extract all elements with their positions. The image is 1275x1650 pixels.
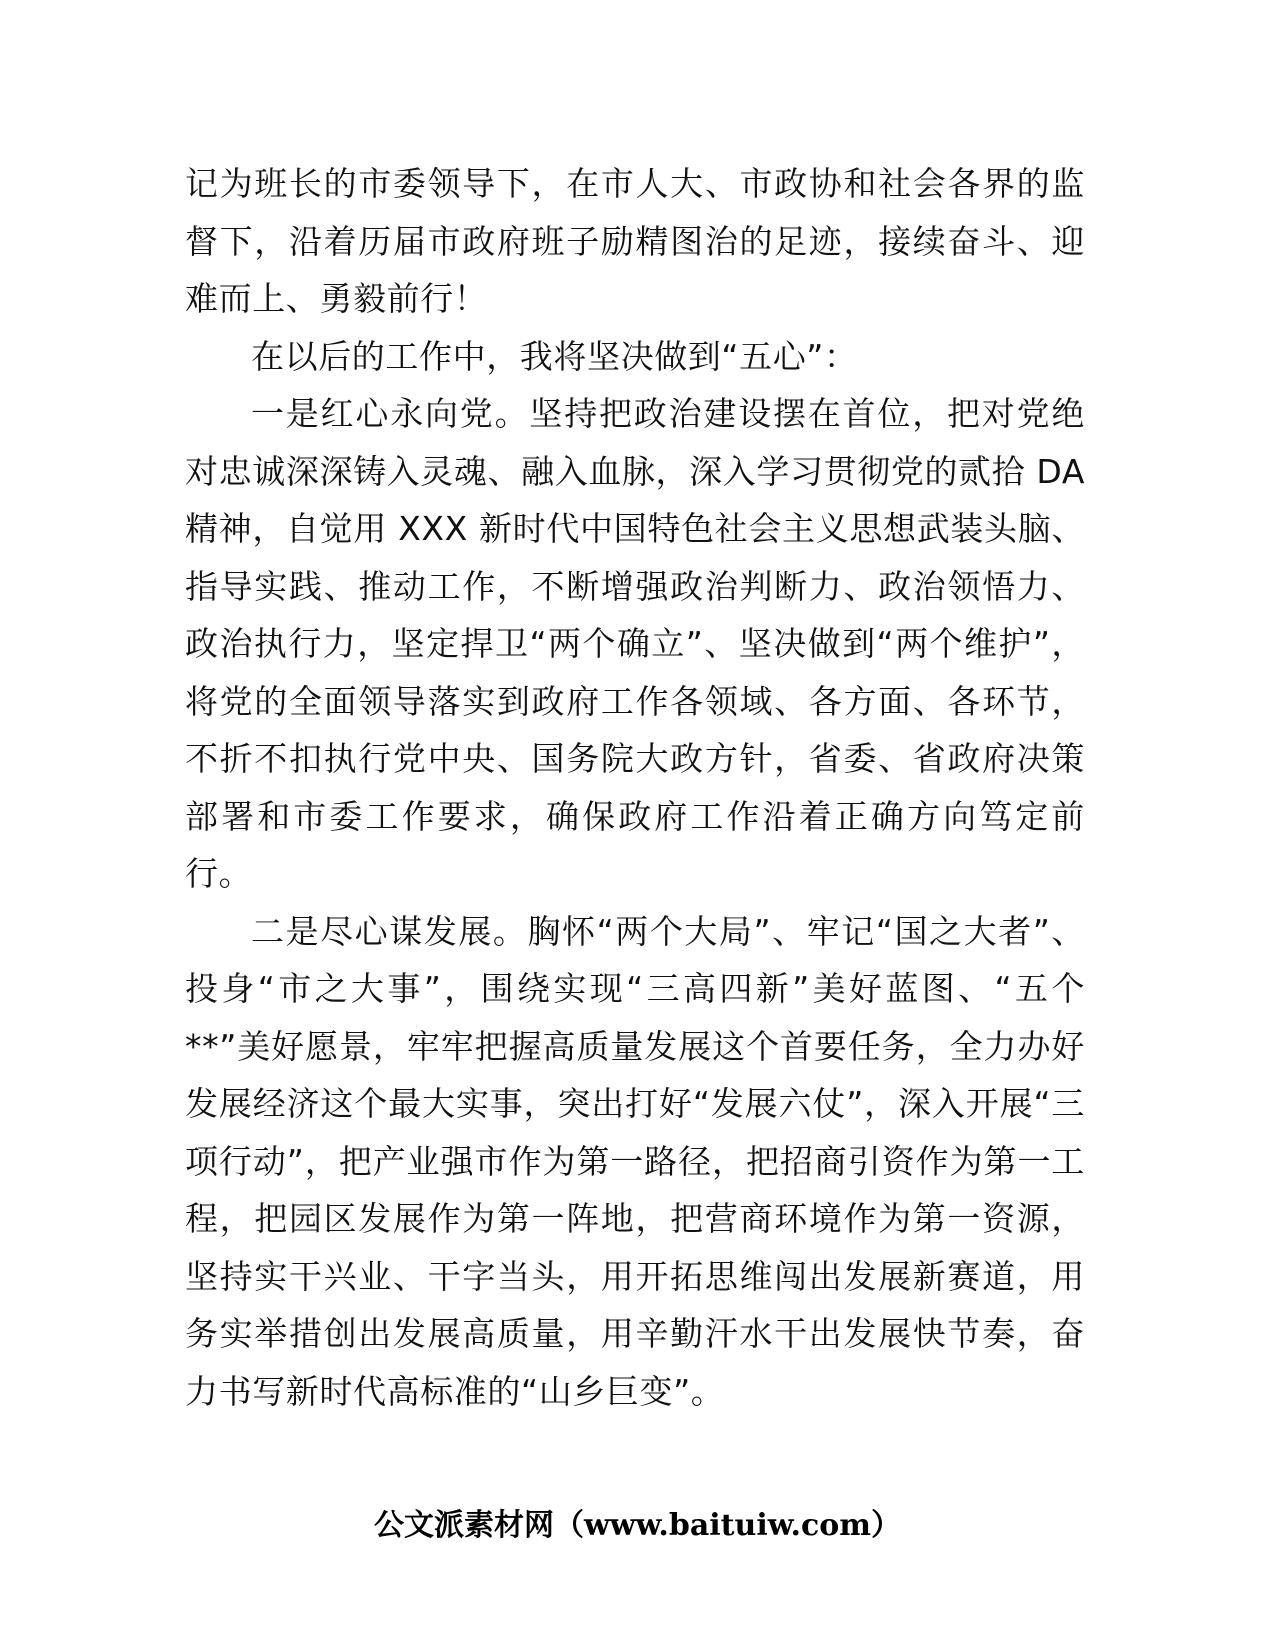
paragraph-intro: 在以后的工作中，我将坚决做到“五心”： xyxy=(251,336,858,376)
document-body xyxy=(185,155,1085,1420)
page-footer-watermark: 公文派素材网（www.baituiw.com） xyxy=(373,1508,902,1543)
paragraph-point-two: 二是尽心谋发展。胸怀“两个大局”、牢记“国之大者”、投身“市之大事”，围绕实现“三高四新”美好蓝图、“五个**”美好愿景，牢牢把握高质量发展这个首要任务，全力办好发展经济这个最大实事，突出打好“发展六仗”，深入开展“三项行动”，把产业强市作为第一路径，把招商引资作为第一工程，把园区发展作为第一阵地，把营商环境作为第一资源，坚持实干兴业、干字当头，用开拓思维闯出发展新赛道，用务实举措创出发展高质量，用辛勤汗水干出发展快节奏，奋力书写新时代高标准的“山乡巨变”。 xyxy=(185,911,1085,1411)
paragraph-point-one: 一是红心永向党。坚持把政治建设摆在首位，把对党绝对忠诚深深铸入灵魂、融入血脉，深入学习贯彻党的贰拾 DA 精神，自觉用 XXX 新时代中国特色社会主义思想武装头脑、指导实践、推动工作，不断增强政治判断力、政治领悟力、政治执行力，坚定捍卫“两个确立”、坚决做到“两个维护”，将党的全面领导落实到政府工作各领域、各方面、各环节，不折不扣执行党中央、国务院大政方针，省委、省政府决策部署和市委工作要求，确保政府工作沿着正确方向笃定前行。 xyxy=(185,394,1085,893)
paragraph-continuation: 记为班长的市委领导下，在市人大、市政协和社会各界的监督下，沿着历届市政府班子励精图治的足迹，接续奋斗、迎难而上、勇毅前行！ xyxy=(185,164,1085,318)
